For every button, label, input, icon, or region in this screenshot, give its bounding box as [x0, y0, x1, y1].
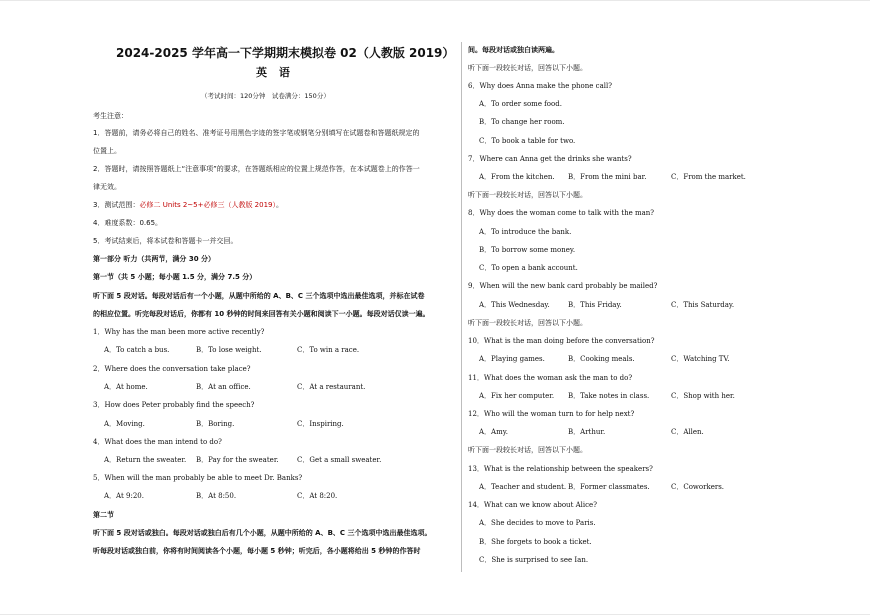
part-1-heading: 第一部分 听力（共两节，满分 30 分） [93, 255, 216, 263]
listen-prompt-q6: 听下面一段较长对话，回答以下小题。 [468, 64, 587, 72]
note-3-prefix: 3．测试范围： [93, 201, 140, 209]
question-14-option-b: B．She forgets to book a ticket. [479, 538, 592, 546]
question-7-stem: 7．Where can Anna get the drinks she wants? [468, 155, 632, 163]
question-11-stem: 11．What does the woman ask the man to do? [468, 374, 633, 382]
question-14-option-c: C．She is surprised to see Ian. [479, 556, 589, 564]
question-10-option-c: C．Watching TV. [671, 355, 730, 363]
question-2-option-b: B．At an office. [196, 383, 251, 391]
note-2-line-1: 2．答题时，请按照答题纸上“注意事项”的要求，在答题纸相应的位置上规范作答，在本试题卷上的作答一 [93, 165, 420, 173]
question-11-option-a: A．Fix her computer. [479, 392, 555, 400]
section-2-instruction-line-1: 听下面 5 段对话或独白。每段对话或独白后有几个小题，从题中所给的 A、B、C 三个选项中选出最佳选项。 [93, 529, 432, 537]
question-12-stem: 12．Who will the woman turn to for help next? [468, 410, 635, 418]
section-1-instruction-line-1: 听下面 5 段对话。每段对话后有一个小题，从题中所给的 A、B、C 三个选项中选出最佳选项，并标在试卷 [93, 292, 425, 300]
question-5-stem: 5．When will the man probably be able to meet Dr. Banks? [93, 474, 303, 482]
listen-prompt-q8: 听下面一段较长对话，回答以下小题。 [468, 191, 587, 199]
question-13-option-b: B．Former classmates. [568, 483, 650, 491]
question-12-option-c: C．Allen. [671, 428, 704, 436]
question-9-stem: 9．When will the new bank card probably be mailed? [468, 282, 658, 290]
section-2-instruction-line-2: 听每段对话或独白前，你将有时间阅读各个小题，每小题 5 秒钟；听完后，各小题将给出 5 秒钟的作答时 [93, 547, 421, 555]
note-4: 4．难度系数：0.65。 [93, 219, 163, 227]
question-12-option-a: A．Amy. [479, 428, 508, 436]
question-7-option-c: C．From the market. [671, 173, 746, 181]
question-13-stem: 13．What is the relationship between the speakers? [468, 465, 653, 473]
question-11-option-b: B．Take notes in class. [568, 392, 650, 400]
subject-title: 英 语 [256, 66, 294, 79]
section-2-instruction-line-3: 间。每段对话或独白读两遍。 [468, 46, 559, 54]
exam-title: 2024-2025 学年高一下学期期末模拟卷 02（人教版 2019） [116, 46, 455, 60]
section-2-heading: 第二节 [93, 511, 114, 519]
exam-info: （考试时间：120分钟 试卷满分：150分） [201, 92, 330, 100]
question-3-option-a: A．Moving. [104, 420, 145, 428]
question-8-stem: 8．Why does the woman come to talk with the man? [468, 209, 655, 217]
notes-heading: 考生注意： [93, 112, 128, 120]
question-1-option-c: C．To win a race. [297, 346, 360, 354]
question-4-option-b: B．Pay for the sweater. [196, 456, 279, 464]
question-6-option-b: B．To change her room. [479, 118, 565, 126]
question-1-stem: 1．Why has the man been more active recently? [93, 328, 265, 336]
question-2-option-c: C．At a restaurant. [297, 383, 366, 391]
section-1-heading: 第一节（共 5 小题；每小题 1.5 分，满分 7.5 分） [93, 273, 257, 281]
question-3-option-b: B．Boring. [196, 420, 235, 428]
question-1-option-b: B．To lose weight. [196, 346, 262, 354]
column-divider [461, 42, 462, 572]
question-9-option-b: B．This Friday. [568, 301, 622, 309]
question-2-option-a: A．At home. [104, 383, 148, 391]
question-14-option-a: A．She decides to move to Paris. [479, 519, 596, 527]
question-11-option-c: C．Shop with her. [671, 392, 735, 400]
listen-prompt-q13: 听下面一段较长对话，回答以下小题。 [468, 446, 587, 454]
question-8-option-c: C．To open a bank account. [479, 264, 578, 272]
test-range: 必修二 Units 2~5+必修三（人教版 2019） [139, 201, 276, 209]
question-3-option-c: C．Inspiring. [297, 420, 344, 428]
question-5-option-b: B．At 8:50. [196, 492, 237, 500]
question-6-stem: 6．Why does Anna make the phone call? [468, 82, 612, 90]
question-4-stem: 4．What does the man intend to do? [93, 438, 222, 446]
question-8-option-a: A．To introduce the bank. [479, 228, 572, 236]
question-9-option-c: C．This Saturday. [671, 301, 735, 309]
question-3-stem: 3．How does Peter probably find the speech? [93, 401, 255, 409]
question-7-option-b: B．From the mini bar. [568, 173, 647, 181]
question-8-option-b: B．To borrow some money. [479, 246, 576, 254]
section-1-instruction-line-2: 的相应位置。听完每段对话后，你都有 10 秒钟的时间来回答有关小题和阅读下一小题。每段对话仅读一遍。 [93, 310, 430, 318]
note-3-suffix: 。 [276, 201, 283, 209]
note-3 [93, 201, 283, 210]
question-14-stem: 14．What can we know about Alice? [468, 501, 597, 509]
question-2-stem: 2．Where does the conversation take place? [93, 365, 251, 373]
note-1-line-2: 位置上。 [93, 147, 121, 155]
question-9-option-a: A．This Wednesday. [479, 301, 550, 309]
question-6-option-c: C．To book a table for two. [479, 137, 576, 145]
note-1-line-1: 1．答题前，请务必将自己的姓名、准考证号用黑色字迹的签字笔或钢笔分别填写在试题卷和答题纸规定的 [93, 129, 420, 137]
question-4-option-a: A．Return the sweater. [104, 456, 187, 464]
listen-prompt-q10: 听下面一段较长对话，回答以下小题。 [468, 319, 587, 327]
page-top-border [0, 0, 870, 1]
question-13-option-c: C．Coworkers. [671, 483, 725, 491]
question-10-option-b: B．Cooking meals. [568, 355, 635, 363]
question-5-option-a: A．At 9:20. [104, 492, 144, 500]
question-1-option-a: A．To catch a bus. [104, 346, 170, 354]
question-5-option-c: C．At 8:20. [297, 492, 338, 500]
question-10-stem: 10．What is the man doing before the conversation? [468, 337, 655, 345]
note-2-line-2: 律无效。 [93, 183, 121, 191]
question-12-option-b: B．Arthur. [568, 428, 606, 436]
question-7-option-a: A．From the kitchen. [479, 173, 555, 181]
question-10-option-a: A．Playing games. [479, 355, 545, 363]
question-6-option-a: A．To order some food. [479, 100, 562, 108]
question-4-option-c: C．Get a small sweater. [297, 456, 382, 464]
question-13-option-a: A．Teacher and student. [479, 483, 567, 491]
note-5: 5．考试结束后，将本试卷和答题卡一并交回。 [93, 237, 238, 245]
